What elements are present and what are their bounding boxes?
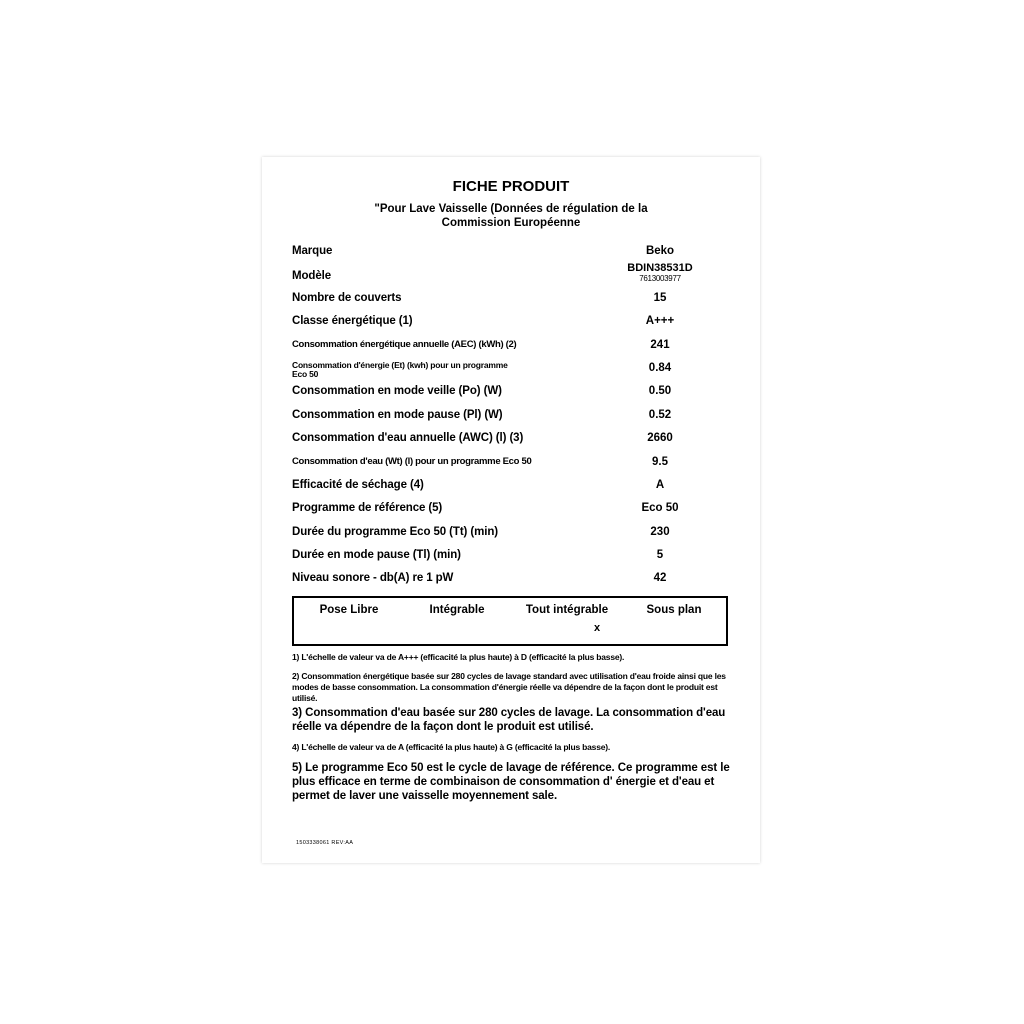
- spec-label: Consommation d'énergie (Et) (kwh) pour un programme: [292, 359, 508, 370]
- install-option-sous-plan: Sous plan: [646, 604, 702, 616]
- spec-value: 0.50: [648, 385, 672, 398]
- spec-row: [292, 568, 732, 591]
- spec-label: Durée en mode pause (Tl) (min): [292, 549, 461, 562]
- spec-value: A+++: [645, 315, 675, 328]
- spec-label: Programme de référence (5): [292, 502, 443, 515]
- spec-value: 42: [653, 572, 667, 585]
- subtitle-line-2: Commission Européenne: [441, 217, 581, 229]
- sheet-subtitle: [262, 202, 760, 230]
- spec-table: [292, 241, 732, 592]
- spec-label: Durée du programme Eco 50 (Tt) (min): [292, 525, 498, 538]
- spec-label-cont: Eco 50: [292, 368, 319, 379]
- model-label: Modèle: [292, 270, 332, 283]
- brand-label: Marque: [292, 245, 333, 257]
- spec-value: 230: [650, 525, 670, 538]
- spec-value: 0.52: [648, 408, 672, 421]
- spec-row-model: [292, 264, 732, 287]
- model-code: 7613003977: [639, 274, 681, 284]
- spec-row: [292, 311, 732, 334]
- footnote-2: 2) Consommation énergétique basée sur 280 cycles de lavage standard avec utilisation d'eau froide ainsi que les modes de basse consommation. La consommation d'énergie réelle va dépendre de la façon dont le produit est utilisé.: [292, 671, 726, 703]
- footnote-4: 4) L'échelle de valeur va de A (efficacité la plus haute) à G (efficacité la plus basse).: [292, 742, 611, 752]
- install-selected-mark: x: [593, 622, 601, 634]
- spec-label: Efficacité de séchage (4): [292, 478, 424, 491]
- spec-row: [292, 405, 732, 428]
- spec-row: [292, 381, 732, 404]
- spec-value: A: [655, 478, 665, 491]
- spec-label: Nombre de couverts: [292, 291, 402, 304]
- spec-value: 2660: [647, 432, 673, 445]
- spec-value: 9.5: [652, 455, 668, 468]
- footnotes: [292, 652, 732, 803]
- sheet-title: FICHE PRODUIT: [452, 178, 570, 195]
- install-option-pose-libre: Pose Libre: [319, 604, 379, 616]
- spec-row: [292, 475, 732, 498]
- model-value: BDIN38531D: [627, 262, 693, 275]
- spec-row: [292, 545, 732, 568]
- spec-row: [292, 288, 732, 311]
- spec-value: 15: [653, 291, 667, 304]
- install-option-tout-integrable: Tout intégrable: [525, 604, 609, 616]
- spec-label: Classe énergétique (1): [292, 315, 413, 328]
- spec-value: 0.84: [648, 361, 672, 374]
- spec-label: Niveau sonore - db(A) re 1 pW: [292, 572, 454, 585]
- spec-row: [292, 452, 732, 475]
- spec-label: Consommation énergétique annuelle (AEC) (kWh) (2): [292, 338, 517, 350]
- spec-row: [292, 428, 732, 451]
- spec-label: Consommation en mode veille (Po) (W): [292, 385, 502, 398]
- product-sheet: [262, 157, 760, 863]
- document-reference: 1503338061 REV:AA: [296, 840, 354, 846]
- spec-value: 241: [650, 338, 670, 351]
- brand-value: Beko: [645, 245, 675, 257]
- model-value-block: [610, 262, 710, 283]
- spec-label: Consommation d'eau annuelle (AWC) (l) (3): [292, 432, 524, 445]
- spec-row: [292, 358, 732, 381]
- footnote-1: 1) L'échelle de valeur va de A+++ (efficacité la plus haute) à D (efficacité la plus basse).: [292, 652, 625, 662]
- spec-label-two-line: [292, 361, 508, 379]
- subtitle-line-1: "Pour Lave Vaisselle (Données de régulation de la: [374, 203, 648, 215]
- spec-value: 5: [656, 549, 664, 562]
- spec-row: [292, 335, 732, 358]
- spec-row-brand: [292, 241, 732, 264]
- spec-value: Eco 50: [641, 502, 679, 515]
- spec-row: [292, 498, 732, 521]
- spec-label: Consommation d'eau (Wt) (l) pour un programme Eco 50: [292, 455, 532, 467]
- install-option-integrable: Intégrable: [429, 604, 485, 616]
- footnote-5: 5) Le programme Eco 50 est le cycle de lavage de référence. Ce programme est le plus efficace en terme de combinaison de consommation d' énergie et d'eau et permet de laver une vaisselle moyennement sale.: [292, 762, 730, 802]
- footnote-3: 3) Consommation d'eau basée sur 280 cycles de lavage. La consommation d'eau réelle va dépendre de la façon dont le produit est utilisé.: [292, 707, 726, 733]
- spec-row: [292, 522, 732, 545]
- installation-type-box: [292, 596, 728, 646]
- spec-label: Consommation en mode pause (Pl) (W): [292, 408, 503, 421]
